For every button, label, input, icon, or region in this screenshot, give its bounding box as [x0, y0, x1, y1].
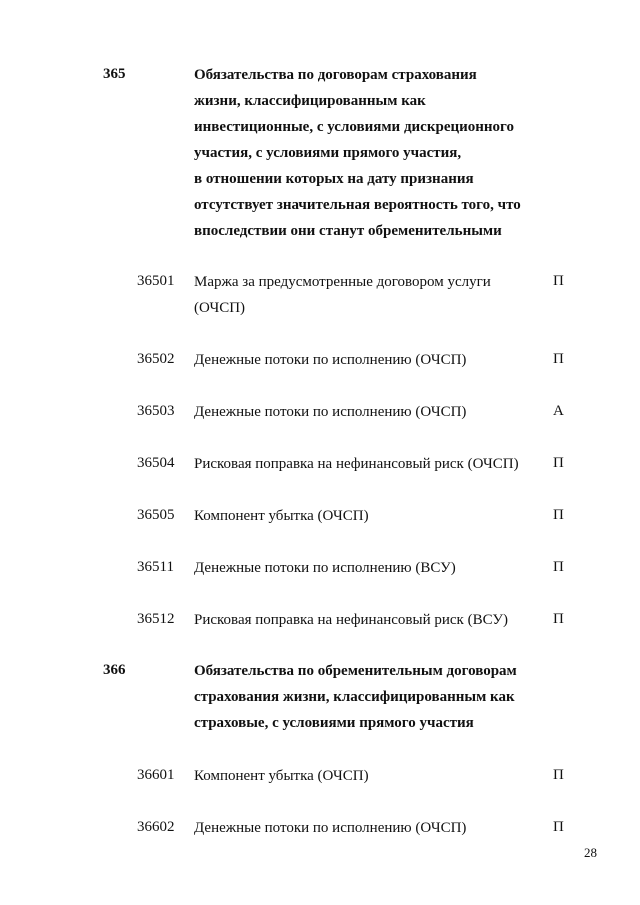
account-name-line: Денежные потоки по исполнению (ОЧСП)	[194, 820, 467, 836]
account-type: П	[553, 507, 564, 523]
account-name-line: Компонент убытка (ОЧСП)	[194, 508, 369, 524]
account-name	[194, 451, 539, 477]
account-name	[194, 503, 539, 529]
account-name-line: Денежные потоки по исполнению (ВСУ)	[194, 560, 456, 576]
account-code: 36602	[137, 819, 175, 835]
section-title-line: впоследствии они станут обременительными	[194, 223, 502, 239]
account-name	[194, 399, 539, 425]
account-name-line: Рисковая поправка на нефинансовый риск (ОЧСП)	[194, 456, 519, 472]
account-code: 36505	[137, 507, 175, 523]
section-title	[194, 658, 544, 736]
account-name-line: Компонент убытка (ОЧСП)	[194, 768, 369, 784]
section-code: 366	[103, 662, 126, 678]
section-title-line: Обязательства по обременительным договорам	[194, 663, 517, 679]
account-code: 36501	[137, 273, 175, 289]
account-code: 36502	[137, 351, 175, 367]
account-name-line: (ОЧСП)	[194, 300, 246, 316]
account-name	[194, 347, 539, 373]
section-title-line: жизни, классифицированным как	[194, 93, 426, 109]
account-code: 36512	[137, 611, 175, 627]
account-type: А	[553, 403, 564, 419]
section-title	[194, 62, 544, 244]
section-title-line: в отношении которых на дату признания	[194, 171, 474, 187]
section-title-line: Обязательства по договорам страхования	[194, 67, 477, 83]
account-type: П	[553, 559, 564, 575]
page-number: 28	[584, 845, 597, 860]
account-code: 36503	[137, 403, 175, 419]
section-title-line: страхования жизни, классифицированным как	[194, 689, 515, 705]
account-name	[194, 607, 539, 633]
account-type: П	[553, 819, 564, 835]
account-type: П	[553, 767, 564, 783]
account-name-line: Маржа за предусмотренные договором услуги	[194, 274, 491, 290]
account-name	[194, 555, 539, 581]
account-code: 36511	[137, 559, 174, 575]
account-name	[194, 815, 539, 841]
account-type: П	[553, 455, 564, 471]
section-title-line: инвестиционные, с условиями дискреционного	[194, 119, 514, 135]
section-title-line: отсутствует значительная вероятность того, что	[194, 197, 521, 213]
account-type: П	[553, 351, 564, 367]
account-type: П	[553, 273, 564, 289]
section-title-line: страховые, с условиями прямого участия	[194, 715, 474, 731]
account-name	[194, 269, 539, 321]
account-name-line: Рисковая поправка на нефинансовый риск (ВСУ)	[194, 612, 509, 628]
section-title-line: участия, с условиями прямого участия,	[194, 145, 462, 161]
section-code: 365	[103, 66, 126, 82]
account-code: 36601	[137, 767, 175, 783]
account-name-line: Денежные потоки по исполнению (ОЧСП)	[194, 404, 467, 420]
account-code: 36504	[137, 455, 175, 471]
account-name	[194, 763, 539, 789]
account-name-line: Денежные потоки по исполнению (ОЧСП)	[194, 352, 467, 368]
account-type: П	[553, 611, 564, 627]
